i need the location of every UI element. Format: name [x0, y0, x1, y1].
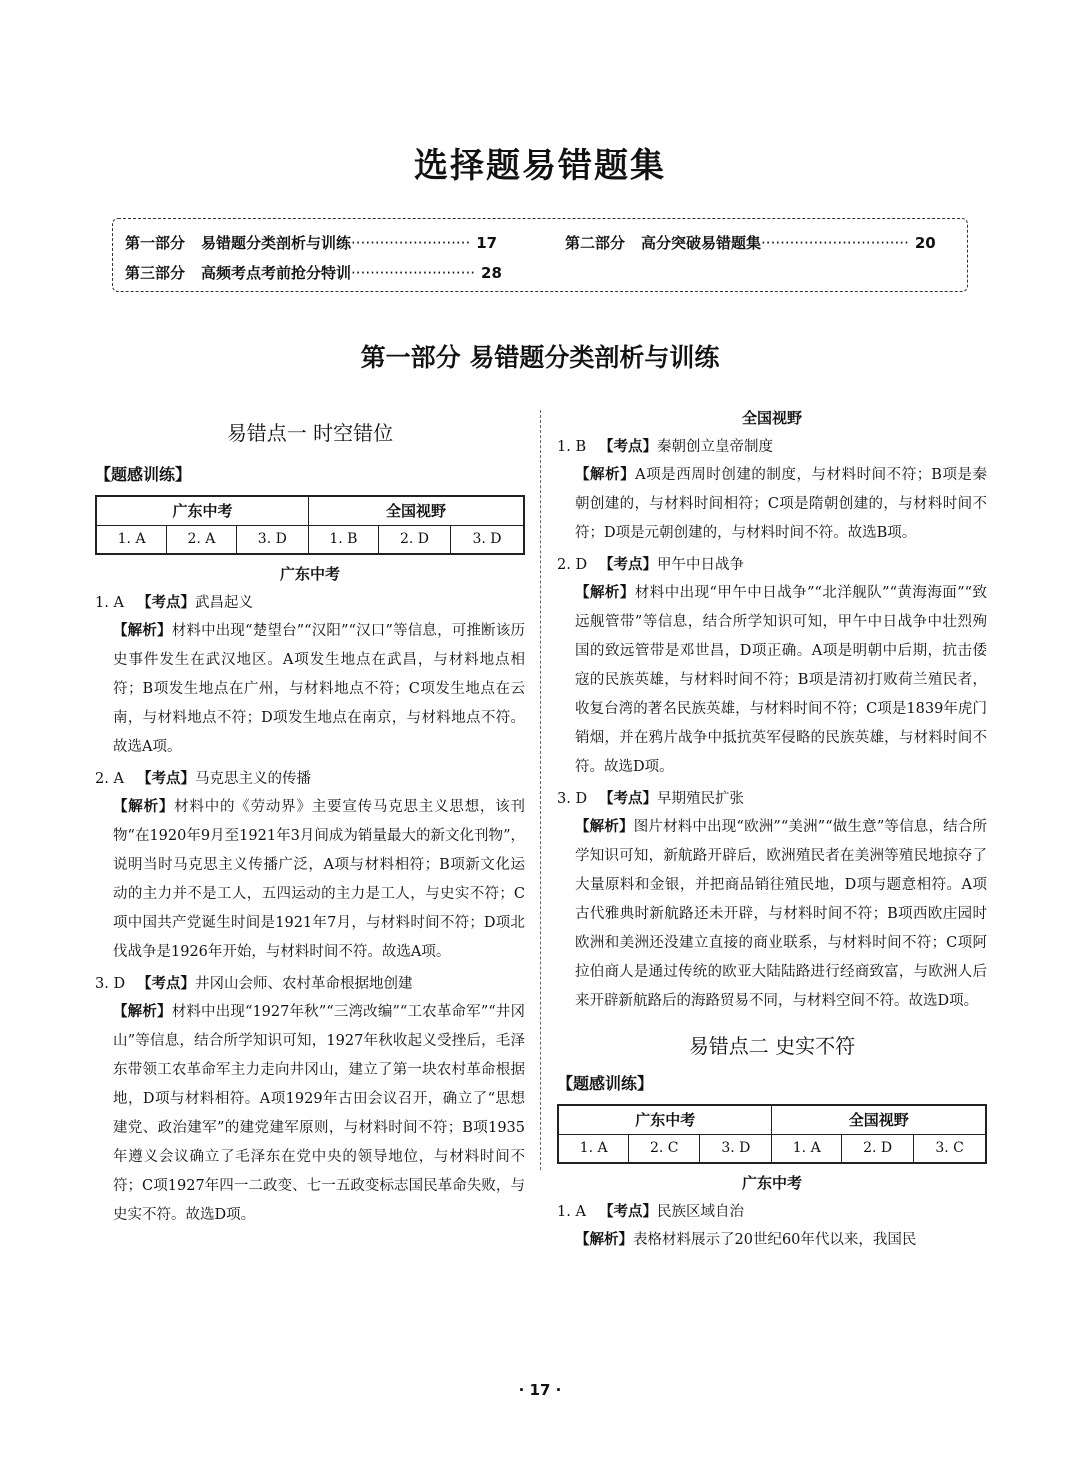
- analysis-text: 材料中出现“楚望台”“汉阳”“汉口”等信息，可推断该历史事件发生在武汉地区。A项发生地点在武昌，与材料地点相符；B项发生地点在广州，与材料地点不符；C项发生地点在云南，与材料地点不符；D项发生地点在南京，与材料地点不符。故选A项。: [113, 623, 525, 755]
- table-cell: 2. C: [629, 1134, 700, 1163]
- analysis-text: 材料中出现“1927年秋”“三湾改编”“工农革命军”“井冈山”等信息，结合所学知识可知，1927年秋收起义受挫后，毛泽东带领工农革命军主力走向井冈山，建立了第一块农村革命根据地，D项与材料相符。A项1929年古田会议召开，确立了“思想建党、政治建军”的建党建军原则，与材料时间不符；B项1935年遵义会议确立了毛泽东在党中央的领导地位，与材料时间不符；C项1927年四一二政变、七一五政变标志国民革命失败，与史实不符。故选D项。: [113, 1004, 526, 1223]
- question-topic: 马克思主义的传播: [195, 771, 311, 787]
- question-topic: 甲午中日战争: [657, 557, 744, 573]
- question-topic: 早期殖民扩张: [657, 791, 744, 807]
- question-number: 2. A: [95, 771, 124, 787]
- analysis-text: 图片材料中出现“欧洲”“美洲”“做生意”等信息，结合所学知识可知，新航路开辟后，欧洲殖民者在美洲等殖民地掠夺了大量原料和金银，并把商品销往殖民地，D项与题意相符。A项古代雅典时新航路还未开辟，与材料时间不符；B项西欧庄园时欧洲和美洲还没建立直接的商业联系，与材料时间不符；C项阿拉伯商人是通过传统的欧亚大陆陆路进行经商致富，与欧洲人后来开辟新航路后的海路贸易不同，与材料空间不符。故选D项。: [575, 819, 987, 1009]
- right-column: [557, 405, 987, 1259]
- analysis-text: 材料中的《劳动界》主要宣传马克思主义思想，该刊物“在1920年9月至1921年3月间成为销量最大的新文化刊物”，说明当时马克思主义传播广泛，A项与材料相符；B项新文化运动的主力并不是工人，五四运动的主力是工人，与史实不符；C项中国共产党诞生时间是1921年7月，与材料时间不符；D项北伐战争是1926年开始，与材料时间不符。故选A项。: [113, 799, 526, 960]
- table-cell: 3. D: [700, 1134, 772, 1163]
- question-topic: 秦朝创立皇帝制度: [657, 439, 773, 455]
- sub-heading: 广东中考: [741, 1174, 802, 1192]
- table-cell: 1. A: [96, 525, 167, 554]
- table-cell: 2. D: [378, 525, 450, 554]
- section-title: 易错点二 史实不符: [688, 1034, 856, 1058]
- table-cell: 3. C: [914, 1134, 986, 1163]
- table-cell: 1. A: [772, 1134, 842, 1163]
- table-cell: 2. D: [842, 1134, 914, 1163]
- table-of-contents: [112, 218, 968, 292]
- question-topic: 井冈山会师、农村革命根据地创建: [195, 976, 413, 992]
- question-number: 2. D: [557, 557, 588, 573]
- question-number: 3. D: [557, 791, 588, 807]
- page-number: · 17 ·: [518, 1381, 562, 1399]
- answer-table: [557, 1104, 987, 1164]
- practice-tag: 【题感训练】: [557, 1074, 654, 1093]
- sub-heading: 全国视野: [741, 409, 802, 427]
- analysis-text: 表格材料展示了20世纪60年代以来，我国民: [633, 1232, 917, 1248]
- part-title: 第一部分 易错题分类剖析与训练: [360, 343, 720, 372]
- column-divider: [540, 410, 541, 1170]
- toc-entry[interactable]: 第三部分 高频考点考前抢分特训·························· 28: [125, 264, 502, 282]
- table-header: 广东中考: [96, 496, 308, 525]
- table-cell: 1. B: [308, 525, 378, 554]
- question-item: 3. D 【考点】井冈山会师、农村革命根据地创建 【解析】材料中出现“1927年秋”“三湾改编”“工农革命军”“井冈山”等信息，结合所学知识可知，1927年秋收起义受挫后，毛泽东带领工农革命军主力走向井冈山，建立了第一块农村革命根据地，D项与材料相符。A项1929年古田会议召开，确立了“思想建党、政治建军”的建党建军原则，与材料时间不符；B项1935年遵义会议确立了毛泽东在党中央的领导地位，与材料时间不符；C项1927年四一二政变、七一五政变标志国民革命失败，与史实不符。故选D项。: [95, 971, 525, 1230]
- answer-table: [95, 495, 525, 555]
- question-number: 1. A: [557, 1204, 586, 1220]
- section-title: 易错点一 时空错位: [226, 421, 394, 445]
- question-number: 3. D: [95, 976, 126, 992]
- toc-entry[interactable]: 第二部分 高分突破易错题集······························· 20: [565, 234, 936, 252]
- question-number: 1. B: [557, 439, 587, 455]
- question-item: 1. A 【考点】武昌起义 【解析】材料中出现“楚望台”“汉阳”“汉口”等信息，可推断该历史事件发生在武汉地区。A项发生地点在武昌，与材料地点相符；B项发生地点在广州，与材料地点不符；C项发生地点在云南，与材料地点不符；D项发生地点在南京，与材料地点不符。故选A项。: [95, 590, 525, 762]
- table-cell: 3. D: [236, 525, 308, 554]
- analysis-text: 材料中出现“甲午中日战争”“北洋舰队”“黄海海面”“致远舰管带”等信息，结合所学知识可知，甲午中日战争中壮烈殉国的致远管带是邓世昌，D项正确。A项是明朝中后期，抗击倭寇的民族英雄，与材料时间不符；B项是清初打败荷兰殖民者，收复台湾的著名民族英雄，与材料时间不符；C项是1839年虎门销烟，并在鸦片战争中抵抗英军侵略的民族英雄，与材料时间不符。故选D项。: [575, 585, 988, 775]
- question-item: 1. B 【考点】秦朝创立皇帝制度 【解析】A项是西周时创建的制度，与材料时间不符；B项是秦朝创建的，与材料时间相符；C项是隋朝创建的，与材料时间不符；D项是元朝创建的，与材料时间不符。故选B项。: [557, 434, 987, 548]
- table-cell: 3. D: [451, 525, 524, 554]
- table-header: 全国视野: [308, 496, 524, 525]
- question-item: 2. A 【考点】马克思主义的传播 【解析】材料中的《劳动界》主要宣传马克思主义思想，该刊物“在1920年9月至1921年3月间成为销量最大的新文化刊物”，说明当时马克思主义传播广泛，A项与材料相符；B项新文化运动的主力并不是工人，五四运动的主力是工人，与史实不符；C项中国共产党诞生时间是1921年7月，与材料时间不符；D项北伐战争是1926年开始，与材料时间不符。故选A项。: [95, 766, 525, 967]
- question-item: 2. D 【考点】甲午中日战争 【解析】材料中出现“甲午中日战争”“北洋舰队”“黄海海面”“致远舰管带”等信息，结合所学知识可知，甲午中日战争中壮烈殉国的致远管带是邓世昌，D项正确。A项是明朝中后期，抗击倭寇的民族英雄，与材料时间不符；B项是清初打败荷兰殖民者，收复台湾的著名民族英雄，与材料时间不符；C项是1839年虎门销烟，并在鸦片战争中抵抗英军侵略的民族英雄，与材料时间不符。故选D项。: [557, 552, 987, 782]
- table-cell: 2. A: [167, 525, 237, 554]
- question-item: 3. D 【考点】早期殖民扩张 【解析】图片材料中出现“欧洲”“美洲”“做生意”等信息，结合所学知识可知，新航路开辟后，欧洲殖民者在美洲等殖民地掠夺了大量原料和金银，并把商品销往殖民地，D项与题意相符。A项古代雅典时新航路还未开辟，与材料时间不符；B项西欧庄园时欧洲和美洲还没建立直接的商业联系，与材料时间不符；C项阿拉伯商人是通过传统的欧亚大陆陆路进行经商致富，与欧洲人后来开辟新航路后的海路贸易不同，与材料空间不符。故选D项。: [557, 786, 987, 1016]
- table-cell: 1. A: [558, 1134, 629, 1163]
- sub-heading: 广东中考: [279, 565, 340, 583]
- question-item: 1. A 【考点】民族区域自治 【解析】表格材料展示了20世纪60年代以来，我国民: [557, 1199, 987, 1255]
- left-column: [95, 405, 525, 1234]
- question-topic: 武昌起义: [195, 595, 253, 611]
- table-header: 全国视野: [772, 1105, 986, 1134]
- practice-tag: 【题感训练】: [95, 465, 192, 484]
- page-title: 选择题易错题集: [414, 146, 666, 186]
- question-topic: 民族区域自治: [657, 1204, 744, 1220]
- table-header: 广东中考: [558, 1105, 772, 1134]
- analysis-text: A项是西周时创建的制度，与材料时间不符；B项是秦朝创建的，与材料时间相符；C项是隋朝创建的，与材料时间不符；D项是元朝创建的，与材料时间不符。故选B项。: [575, 467, 988, 541]
- question-number: 1. A: [95, 595, 124, 611]
- toc-entry[interactable]: 第一部分 易错题分类剖析与训练························· 17: [125, 234, 498, 252]
